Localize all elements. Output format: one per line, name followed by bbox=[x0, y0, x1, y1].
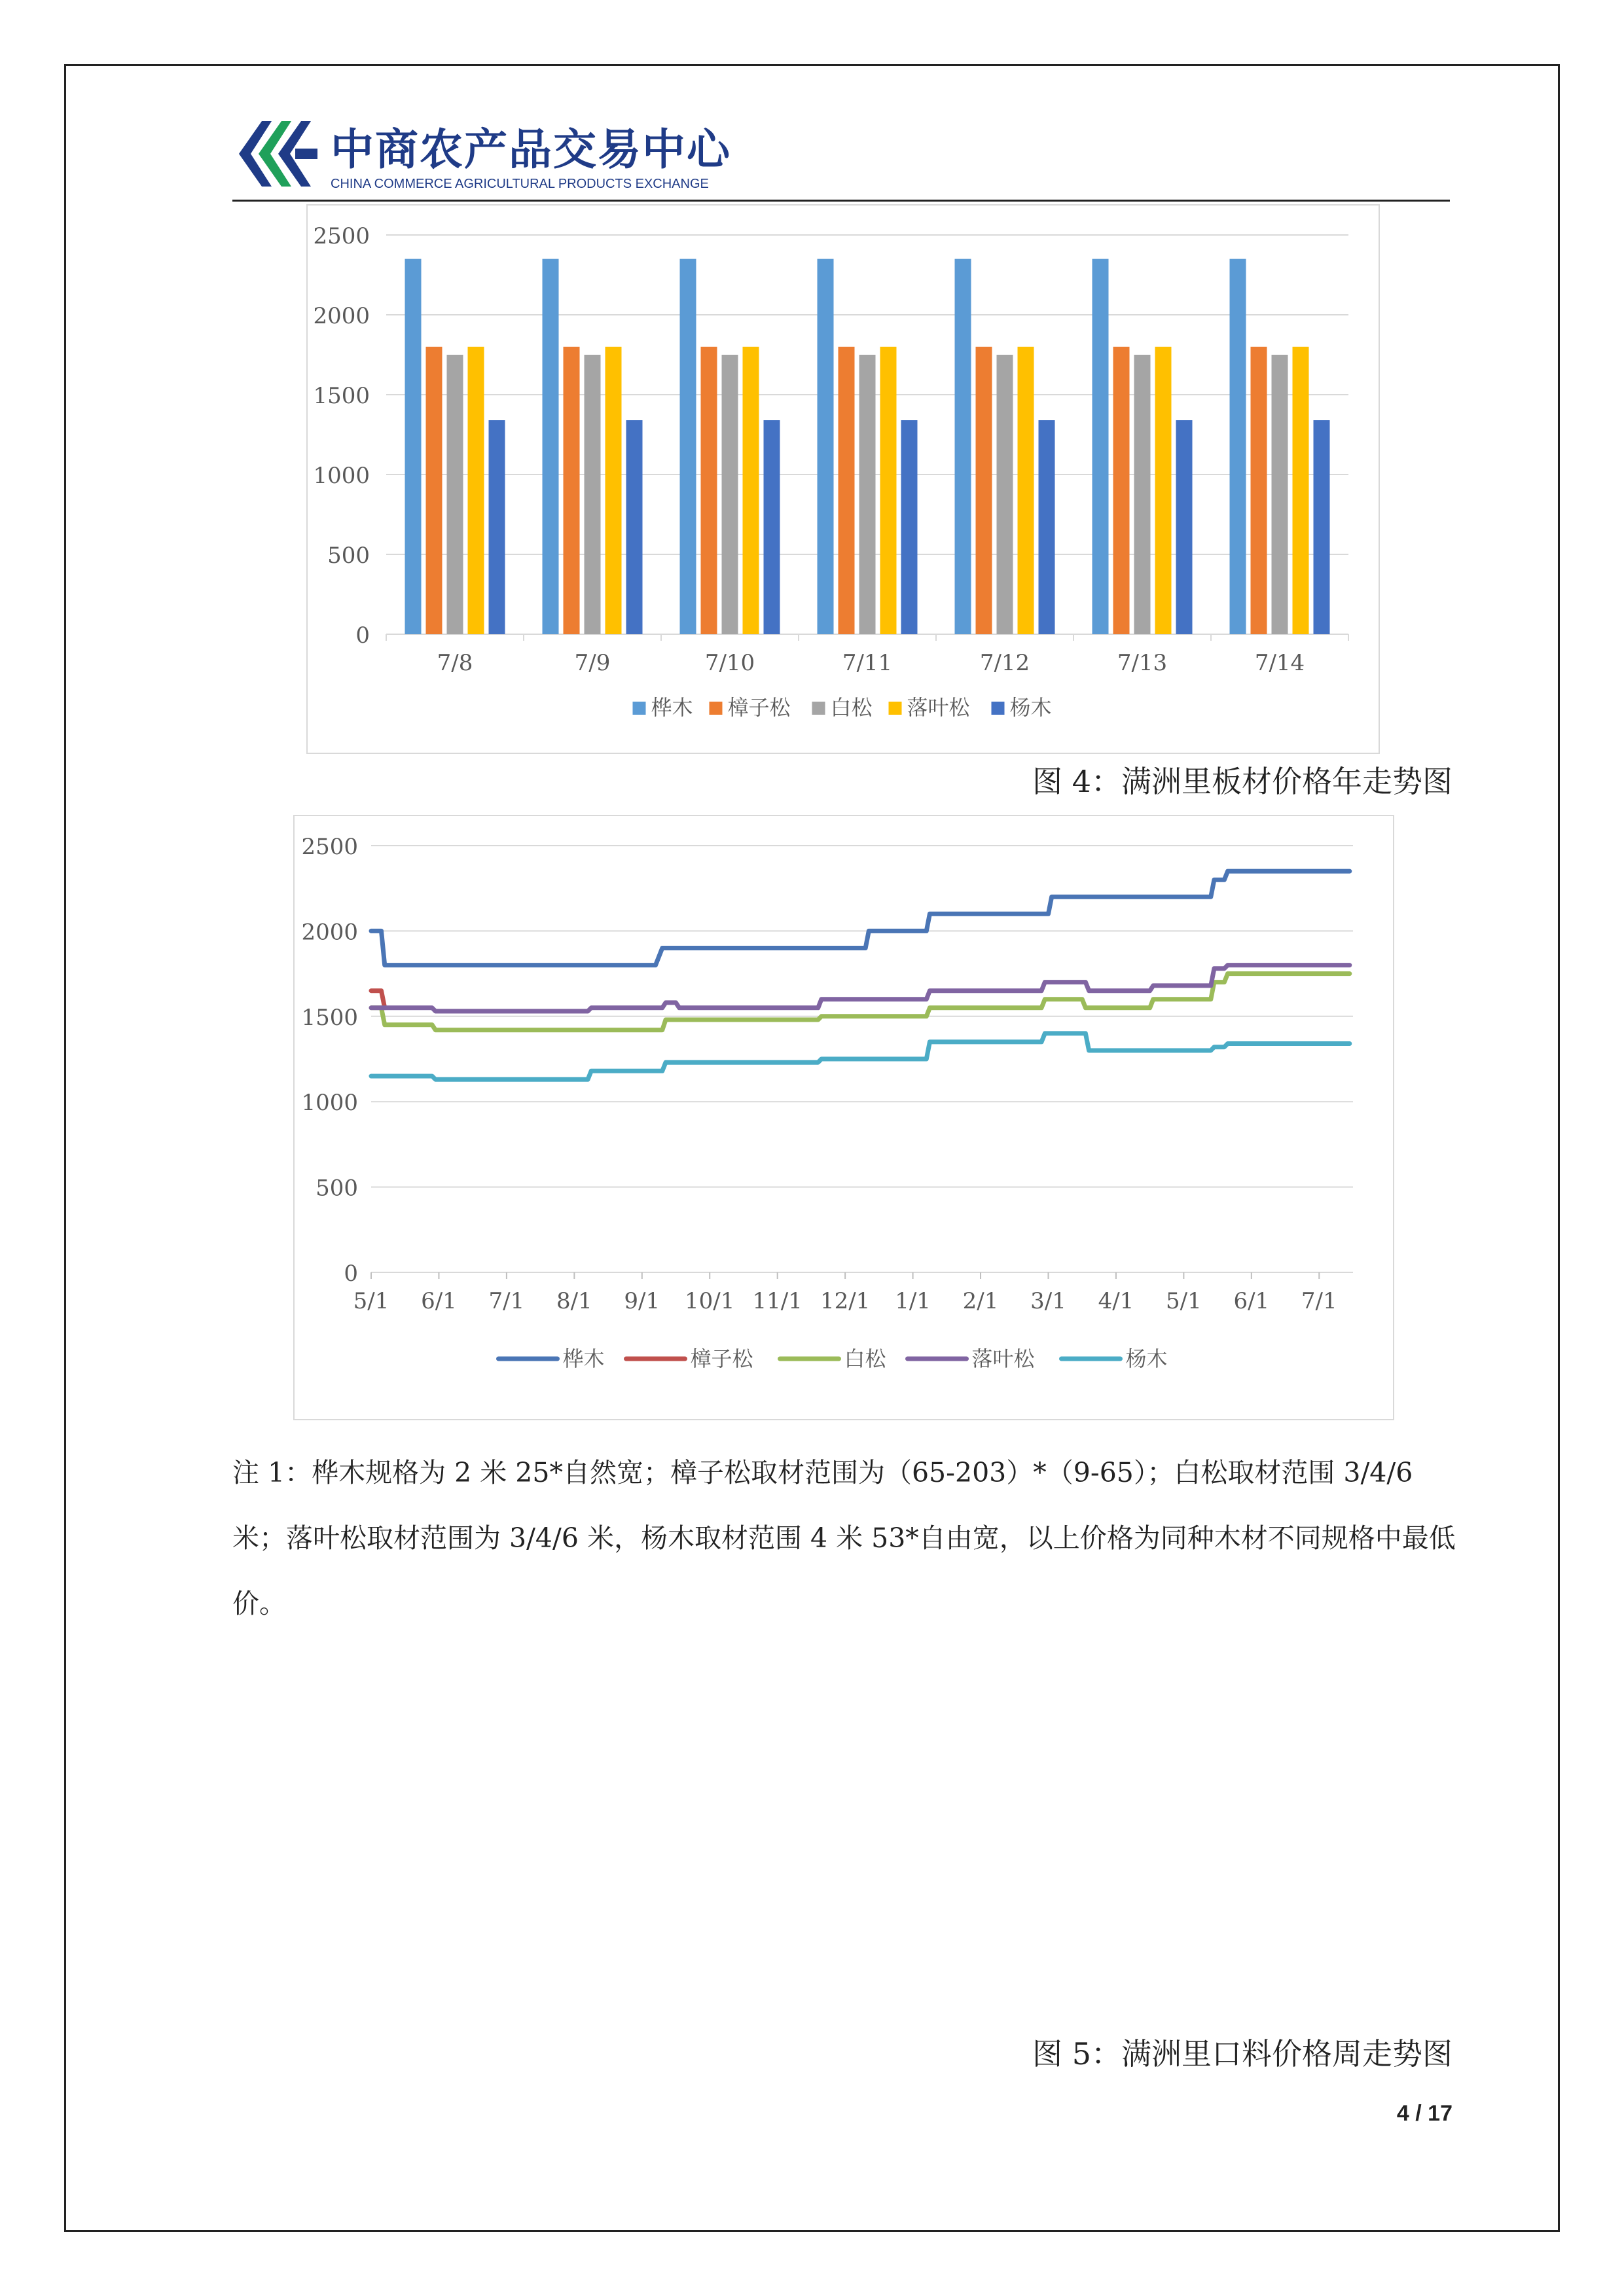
x-tick-label: 9/1 bbox=[624, 1288, 660, 1314]
bar bbox=[1018, 347, 1034, 634]
y-tick-label: 1500 bbox=[313, 383, 370, 409]
legend-label: 樟子松 bbox=[727, 695, 791, 720]
bar bbox=[997, 355, 1013, 634]
logo-mark-icon bbox=[232, 115, 324, 200]
x-tick-label: 7/10 bbox=[704, 650, 755, 676]
x-tick-label: 2/1 bbox=[962, 1288, 999, 1314]
bar-chart-frame bbox=[306, 204, 1380, 754]
legend-label: 白松 bbox=[844, 1346, 886, 1371]
series-line bbox=[371, 974, 1350, 1030]
bar bbox=[722, 355, 738, 634]
bar bbox=[1230, 259, 1246, 634]
x-tick-label: 6/1 bbox=[421, 1288, 457, 1314]
x-tick-label: 7/13 bbox=[1117, 650, 1168, 676]
bar bbox=[680, 259, 696, 634]
bar bbox=[976, 347, 992, 634]
legend-label: 杨木 bbox=[1009, 695, 1052, 720]
bar bbox=[1092, 259, 1109, 634]
bar bbox=[1272, 355, 1288, 634]
legend-swatch bbox=[710, 702, 723, 715]
x-tick-label: 11/1 bbox=[752, 1288, 803, 1314]
y-tick-label: 500 bbox=[316, 1175, 358, 1202]
bar bbox=[426, 347, 442, 634]
bar-chart bbox=[308, 206, 1379, 753]
logo-english-name: CHINA COMMERCE AGRICULTURAL PRODUCTS EXCHANGE bbox=[331, 177, 709, 191]
bar bbox=[743, 347, 759, 634]
legend-label: 白松 bbox=[830, 695, 873, 720]
bar bbox=[1176, 420, 1193, 634]
x-tick-label: 7/9 bbox=[574, 650, 611, 676]
bar bbox=[1314, 420, 1330, 634]
x-tick-label: 4/1 bbox=[1098, 1288, 1134, 1314]
x-tick-label: 10/1 bbox=[685, 1288, 735, 1314]
bar bbox=[1134, 355, 1151, 634]
x-tick-label: 6/1 bbox=[1233, 1288, 1270, 1314]
series-line bbox=[371, 1033, 1350, 1079]
y-tick-label: 2500 bbox=[313, 223, 370, 249]
series-line bbox=[371, 991, 385, 1008]
header-divider bbox=[232, 200, 1450, 202]
x-tick-label: 7/14 bbox=[1254, 650, 1305, 676]
bar bbox=[447, 355, 463, 634]
bar bbox=[543, 259, 559, 634]
legend-label: 落叶松 bbox=[971, 1346, 1035, 1371]
x-tick-label: 7/1 bbox=[1301, 1288, 1337, 1314]
x-tick-label: 7/11 bbox=[842, 650, 893, 676]
figure-4-caption: 图 4：满洲里板材价格年走势图 bbox=[1032, 764, 1453, 799]
bar bbox=[859, 355, 876, 634]
bar bbox=[701, 347, 717, 634]
x-tick-label: 5/1 bbox=[1166, 1288, 1202, 1314]
bar bbox=[626, 420, 643, 634]
logo-chinese-name: 中商农产品交易中心 bbox=[331, 124, 731, 175]
y-tick-label: 1500 bbox=[301, 1004, 358, 1031]
series-line bbox=[371, 965, 1350, 1011]
y-tick-label: 1000 bbox=[301, 1090, 358, 1117]
bar bbox=[1251, 347, 1267, 634]
x-tick-label: 7/1 bbox=[488, 1288, 525, 1314]
legend-label: 桦木 bbox=[651, 695, 693, 720]
y-tick-label: 0 bbox=[355, 622, 370, 649]
legend-swatch bbox=[889, 702, 902, 715]
y-tick-label: 2000 bbox=[313, 303, 370, 329]
legend-swatch bbox=[992, 702, 1005, 715]
bar bbox=[1039, 420, 1055, 634]
legend-label: 樟子松 bbox=[690, 1346, 753, 1371]
bar bbox=[605, 347, 622, 634]
bar bbox=[880, 347, 897, 634]
legend-label: 桦木 bbox=[562, 1346, 605, 1371]
bar bbox=[1155, 347, 1172, 634]
logo bbox=[232, 115, 731, 200]
bar bbox=[818, 259, 834, 634]
x-tick-label: 12/1 bbox=[820, 1288, 871, 1314]
x-tick-label: 7/12 bbox=[979, 650, 1030, 676]
x-tick-label: 7/8 bbox=[437, 650, 473, 676]
figure-5-caption: 图 5：满洲里口料价格周走势图 bbox=[1032, 2036, 1453, 2072]
y-tick-label: 500 bbox=[327, 543, 370, 569]
y-tick-label: 2000 bbox=[301, 919, 358, 946]
note-paragraph: 注 1：桦木规格为 2 米 25*自然宽；樟子松取材范围为（65-203）*（9-65）；白松取材范围 3/4/6 米；落叶松取材范围为 3/4/6 米，杨木取材范围 4 米 53*自由宽，以上价格为同种木材不同规格中最低价。 bbox=[232, 1457, 1456, 1619]
bar bbox=[489, 420, 505, 634]
series-line bbox=[371, 871, 1350, 965]
bar bbox=[405, 259, 422, 634]
bar bbox=[955, 259, 971, 634]
y-tick-label: 0 bbox=[344, 1261, 358, 1287]
x-tick-label: 1/1 bbox=[895, 1288, 931, 1314]
line-chart bbox=[295, 816, 1393, 1419]
bar bbox=[1293, 347, 1309, 634]
y-tick-label: 1000 bbox=[313, 463, 370, 489]
bar bbox=[839, 347, 855, 634]
legend-label: 杨木 bbox=[1125, 1346, 1168, 1371]
legend-swatch bbox=[633, 702, 646, 715]
bar bbox=[764, 420, 780, 634]
bar bbox=[564, 347, 580, 634]
line-chart-frame bbox=[293, 815, 1394, 1420]
bar bbox=[1113, 347, 1130, 634]
x-tick-label: 8/1 bbox=[556, 1288, 592, 1314]
bar bbox=[901, 420, 918, 634]
page-number: 4 / 17 bbox=[1396, 2101, 1453, 2126]
bar bbox=[585, 355, 601, 634]
legend-swatch bbox=[812, 702, 825, 715]
x-tick-label: 3/1 bbox=[1030, 1288, 1066, 1314]
bar bbox=[468, 347, 484, 634]
legend-label: 落叶松 bbox=[907, 695, 970, 720]
x-tick-label: 5/1 bbox=[353, 1288, 389, 1314]
y-tick-label: 2500 bbox=[301, 834, 358, 860]
